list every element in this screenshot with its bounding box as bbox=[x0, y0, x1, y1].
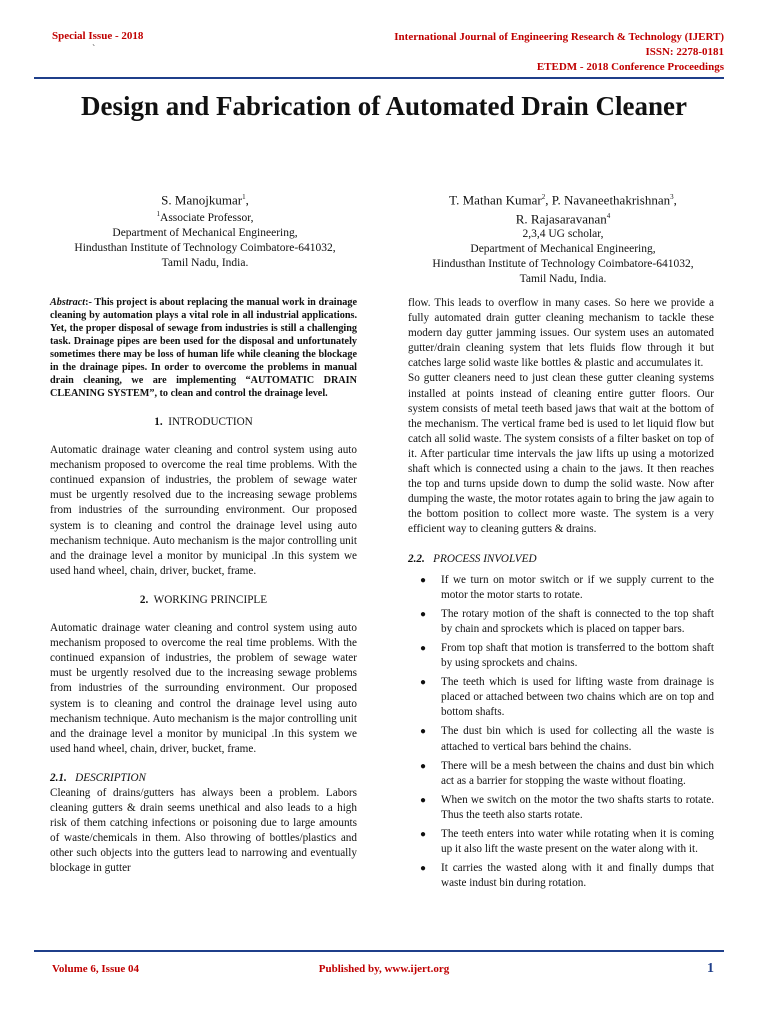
section-heading-introduction bbox=[50, 415, 357, 430]
journal-name: International Journal of Engineering Research & Technology (IJERT) bbox=[394, 31, 724, 43]
list-item bbox=[408, 861, 714, 891]
list-item-text: The rotary motion of the shaft is connected to the top shaft by chain and sprockets which is placed on tapper bars. bbox=[441, 607, 714, 635]
list-item-text: It carries the wasted along with it and finally dumps that waste indust bin during rotation. bbox=[441, 862, 714, 890]
description-paragraph-2: So gutter cleaners need to just clean these gutter cleaning systems installed at points instead of cleaning entire gutter floors. Our system consists of metal teeth based jaws that wait at the bottom of the mechanism. The vertical frame bed is used to let liquid flow but catch all solid waste. The system consists of a filter basket on top of it. After particular time intervals the jaw lifts up using a motorized shaft which is connected using a chain to the jaws. It then reaches the top and turns upside down to dump the solid waste. Now after dumping the waste, the motor rotates again to bring the jaw again to the bottom position to collect more waste. The system is a very efficient way to cleaning gutters & drains. bbox=[408, 372, 714, 536]
role-sup: 2,3,4 bbox=[522, 227, 546, 240]
subsection-heading-description bbox=[50, 771, 357, 786]
author-sup-3: 4 bbox=[606, 212, 611, 221]
proceedings: ETEDM - 2018 Conference Proceedings bbox=[536, 61, 724, 73]
section-title: WORKING PRINCIPLE bbox=[153, 593, 268, 606]
author-name-suffix: , bbox=[673, 192, 677, 208]
stray-mark: ` bbox=[92, 44, 96, 55]
author-name-suffix: , bbox=[245, 192, 249, 208]
list-item bbox=[408, 827, 714, 857]
role-text: Associate Professor, bbox=[160, 212, 254, 225]
list-item bbox=[408, 759, 714, 789]
issue-label: Special Issue - 2018 bbox=[52, 30, 144, 42]
subsection-number: 2.2. bbox=[408, 552, 425, 565]
issn: ISSN: 2278-0181 bbox=[645, 46, 724, 58]
right-column bbox=[408, 296, 714, 895]
bullet-icon: ● bbox=[420, 574, 427, 586]
bullet-icon: ● bbox=[420, 726, 427, 738]
author-sup: 1 bbox=[242, 193, 246, 201]
role-text: UG scholar, bbox=[545, 227, 604, 240]
list-item-text: From top shaft that motion is transferred to the bottom shaft by using sprockets and chains. bbox=[441, 641, 714, 670]
section-number: 2. bbox=[139, 593, 149, 606]
header-rule bbox=[34, 77, 724, 79]
abstract-lead: Abstract bbox=[50, 297, 86, 308]
author-name bbox=[40, 190, 370, 207]
author-block-right bbox=[398, 190, 728, 287]
author-dept: Department of Mechanical Engineering, bbox=[112, 227, 298, 240]
bullet-icon: ● bbox=[420, 794, 427, 806]
section-title: INTRODUCTION bbox=[168, 416, 253, 428]
list-item-text: There will be a mesh between the chains and dust bin which act as a barrier for stopping the waste without floating. bbox=[441, 759, 714, 787]
list-item-text: The teeth enters into water while rotating when it is coming up it also lift the waste present on the water along with it. bbox=[441, 828, 714, 856]
author-inst: Hindusthan Institute of Technology Coimbatore-641032, bbox=[74, 242, 336, 255]
author-name-1: T. Mathan Kumar bbox=[449, 192, 542, 208]
list-item bbox=[408, 607, 714, 637]
list-item bbox=[408, 793, 714, 823]
list-item bbox=[408, 641, 714, 671]
author-sup-1: 2 bbox=[541, 193, 546, 201]
author-name-2: , P. Navaneethakrishnan bbox=[545, 192, 671, 208]
author-place: Tamil Nadu, India. bbox=[519, 272, 607, 285]
section-number: 1. bbox=[154, 416, 163, 428]
bullet-icon: ● bbox=[420, 829, 427, 840]
list-item bbox=[408, 724, 714, 754]
description-continued-paragraph: flow. This leads to overflow in many cases. So here we provide a fully automated drain gutter cleaning mechanism to tackle these modern day gutter jamming issues. Our system uses an automated gutter/drain cleaning system that lets fluids flow through it but catches large solid waste like bottles & plastic and accumulates it. bbox=[408, 297, 714, 370]
subsection-title: DESCRIPTION bbox=[75, 771, 147, 784]
bullet-icon: ● bbox=[420, 608, 427, 620]
list-item-text: When we switch on the motor the two shafts starts to rotate. Thus the teeth also starts rotate. bbox=[441, 793, 714, 821]
page-number: 1 bbox=[707, 961, 714, 976]
author-place: Tamil Nadu, India. bbox=[161, 257, 249, 270]
subsection-number: 2.1. bbox=[50, 771, 67, 784]
author-name-line-2 bbox=[398, 209, 728, 226]
author-name-text: S. Manojkumar bbox=[161, 192, 243, 208]
author-sup-2: 3 bbox=[670, 193, 674, 201]
author-block-left bbox=[40, 190, 370, 271]
bullet-icon: ● bbox=[420, 642, 427, 654]
list-item-text: The dust bin which is used for collecting all the waste is attached to vertical bars behind the chains. bbox=[441, 725, 714, 753]
process-list bbox=[408, 573, 714, 892]
author-dept: Department of Mechanical Engineering, bbox=[470, 242, 656, 255]
introduction-paragraph: Automatic drainage water cleaning and control system using auto mechanism proposed to overcome the real time problems. With the continued expansion of industries, the problem of sewage water must be urgently resolved due to the increasing sewage problems from industries of the surrounding environment. Our proposed system is to cleaning and control the drainage level using auto mechanism technique. Auto mechanism is the major controlling unit and the drainage level a monitor by municipal .In this system we used hand wheel, chain, driver, bucket, frame. bbox=[50, 444, 357, 577]
author-names-line bbox=[398, 190, 728, 207]
bullet-icon: ● bbox=[420, 863, 427, 875]
volume-issue: Volume 6, Issue 04 bbox=[52, 963, 139, 975]
list-item-text: The teeth which is used for lifting waste from drainage is placed or attached between two chains which are on top and bottom shafts. bbox=[441, 676, 714, 719]
author-name-3: R. Rajasaravanan bbox=[515, 211, 607, 227]
journal-header bbox=[394, 30, 724, 75]
author-role bbox=[40, 207, 370, 226]
list-item-text: If we turn on motor switch or if we supply current to the motor the motor starts to rotate. bbox=[441, 573, 714, 601]
section-heading-working-principle bbox=[50, 593, 357, 608]
subsection-title: PROCESS INVOLVED bbox=[433, 552, 537, 565]
description-paragraph: Cleaning of drains/gutters has always been a problem. Labors cleaning gutters & drain seems unethical and also leads to a high risk of them catching infections or poisoning due to large amounts of waste/chemicals in them. Also throwing of bottles/plastics and other such objects into the gutters lead to narrowing and eventually blockage in gutter bbox=[50, 786, 357, 875]
subsection-heading-process bbox=[408, 552, 714, 567]
author-inst: Hindusthan Institute of Technology Coimbatore-641032, bbox=[432, 257, 694, 270]
bullet-icon: ● bbox=[420, 760, 427, 772]
footer-rule bbox=[34, 950, 724, 952]
list-item bbox=[408, 573, 714, 603]
working-principle-paragraph: Automatic drainage water cleaning and control system using auto mechanism proposed to overcome the real time problems. With the continued expansion of industries, the problem of sewage water must be urgently resolved due to the increasing sewage problems from industries of the surrounding environment. Our proposed system is to cleaning and control the drainage level using auto mechanism technique. Auto mechanism is the major controlling unit and the drainage level a monitor by municipal .In this system we used hand wheel, chain, driver, bucket, frame. bbox=[50, 622, 357, 755]
author-role bbox=[398, 227, 728, 242]
abstract bbox=[50, 296, 357, 400]
paper-title: Design and Fabrication of Automated Drain Cleaner bbox=[81, 91, 687, 121]
abstract-text: :- This project is about replacing the manual work in drainage cleaning by automation plays a vital role in all industrial applications. Yet, the proper disposal of sewage from industries is still a challenging task. Drainage pipes are been used for the disposal and unfortunately sometimes there may be loss of human life while cleaning the blockage in the drainage pipes. In order to overcome the problems in manual drain cleaning, we are implementing “AUTOMATIC DRAIN CLEANING SYSTEM”, to clean and control the drainage level. bbox=[50, 297, 357, 399]
publisher-link[interactable]: Published by, www.ijert.org bbox=[318, 963, 450, 975]
role-sup: 1 bbox=[156, 210, 161, 219]
bullet-icon: ● bbox=[420, 677, 427, 689]
list-item bbox=[408, 675, 714, 720]
left-column bbox=[50, 296, 357, 877]
